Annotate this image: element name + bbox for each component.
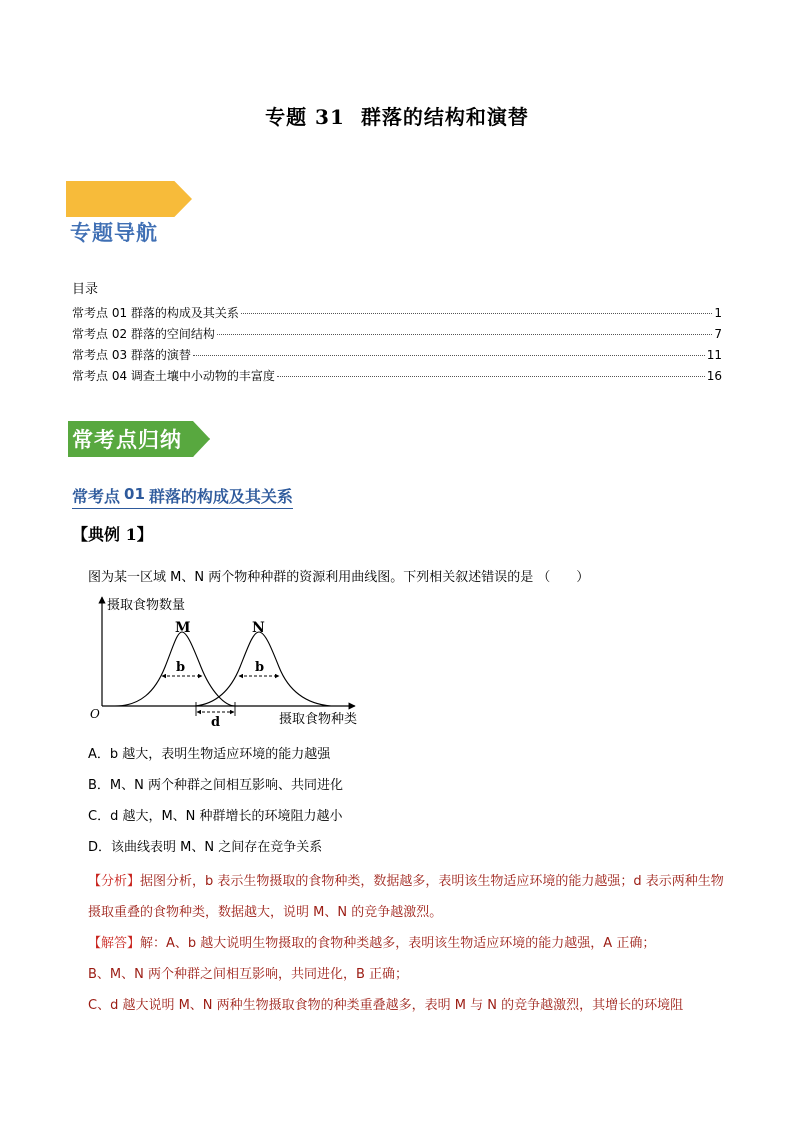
option-b[interactable]: B．M、N 两个种群之间相互影响、共同进化 bbox=[88, 778, 343, 793]
toc-item-label: 常考点 03 群落的演替 bbox=[72, 348, 191, 362]
option-a[interactable]: A．b 越大，表明生物适应环境的能力越强 bbox=[88, 747, 331, 762]
analysis-tag: 【分析】 bbox=[88, 874, 141, 889]
toc-item[interactable] bbox=[72, 325, 722, 346]
answer-line: B、M、N 两个种群之间相互影响，共同进化，B 正确； bbox=[88, 967, 409, 982]
answer-line: C、d 越大说明 M、N 两种生物摄取食物的种类重叠越多，表明 M 与 N 的竞争越激烈，其增长的环境阻 bbox=[88, 998, 684, 1013]
section-number: 01 bbox=[124, 485, 145, 503]
toc-item-page: 7 bbox=[714, 327, 722, 341]
width-label-n: b bbox=[255, 660, 265, 675]
topic-nav-banner bbox=[66, 181, 192, 217]
example-label: 【典例 1】 bbox=[72, 525, 153, 544]
toc-leader bbox=[217, 334, 712, 335]
toc-leader bbox=[193, 355, 705, 356]
answer-blank: （ ） bbox=[537, 570, 590, 585]
width-label-m: b bbox=[176, 660, 186, 675]
option-d[interactable]: D．该曲线表明 M、N 之间存在竞争关系 bbox=[88, 840, 323, 855]
key-points-label: 常考点归纳 bbox=[72, 428, 182, 452]
section-prefix: 常考点 bbox=[72, 487, 121, 506]
table-of-contents bbox=[72, 304, 722, 388]
curve-n-label: N bbox=[252, 620, 265, 636]
section-title: 群落的构成及其关系 bbox=[148, 487, 293, 506]
toc-heading: 目录 bbox=[72, 282, 99, 297]
toc-leader bbox=[277, 376, 705, 377]
toc-item-label: 常考点 04 调查土壤中小动物的丰富度 bbox=[72, 369, 275, 383]
analysis-paragraph bbox=[88, 866, 728, 928]
answer-line-text: 解：A、b 越大说明生物摄取的食物种类越多，表明该生物适应环境的能力越强，A 正确； bbox=[140, 936, 656, 951]
topic-nav-label: 专题导航 bbox=[70, 221, 158, 245]
curve-m bbox=[115, 632, 235, 706]
toc-item[interactable] bbox=[72, 346, 722, 367]
x-axis-label: 摄取食物种类 bbox=[279, 712, 358, 727]
curve-m-label: M bbox=[175, 620, 191, 636]
y-axis-label: 摄取食物数量 bbox=[107, 598, 186, 613]
toc-item-page: 11 bbox=[706, 348, 722, 362]
title-number: 专题 31 bbox=[265, 105, 345, 129]
answer-line bbox=[88, 928, 728, 959]
toc-item-page: 16 bbox=[706, 369, 722, 383]
option-c[interactable]: C．d 越大，M、N 种群增长的环境阻力越小 bbox=[88, 809, 343, 824]
page-title bbox=[0, 101, 794, 130]
toc-item[interactable] bbox=[72, 367, 722, 388]
analysis-text: 据图分析，b 表示生物摄取的食物种类，数据越多，表明该生物适应环境的能力越强；d 表示两种生物摄取重叠的食物种类，数据越大，说明 M、N 的竞争越激烈。 bbox=[88, 874, 724, 920]
toc-item-page: 1 bbox=[714, 306, 722, 320]
title-text: 群落的结构和演替 bbox=[360, 105, 529, 129]
toc-item[interactable] bbox=[72, 304, 722, 325]
question-stem bbox=[88, 566, 589, 585]
section-heading bbox=[72, 484, 293, 509]
question-text: 图为某一区域 M、N 两个物种种群的资源利用曲线图。下列相关叙述错误的是 bbox=[88, 570, 534, 585]
toc-leader bbox=[241, 313, 712, 314]
toc-item-label: 常考点 02 群落的空间结构 bbox=[72, 327, 215, 341]
origin-label: O bbox=[90, 707, 100, 721]
toc-item-label: 常考点 01 群落的构成及其关系 bbox=[72, 306, 239, 320]
overlap-label: d bbox=[211, 715, 221, 727]
resource-utilization-figure bbox=[85, 592, 370, 727]
solution-block bbox=[88, 866, 728, 1021]
answer-tag: 【解答】 bbox=[88, 936, 141, 951]
answer-options bbox=[88, 743, 343, 867]
